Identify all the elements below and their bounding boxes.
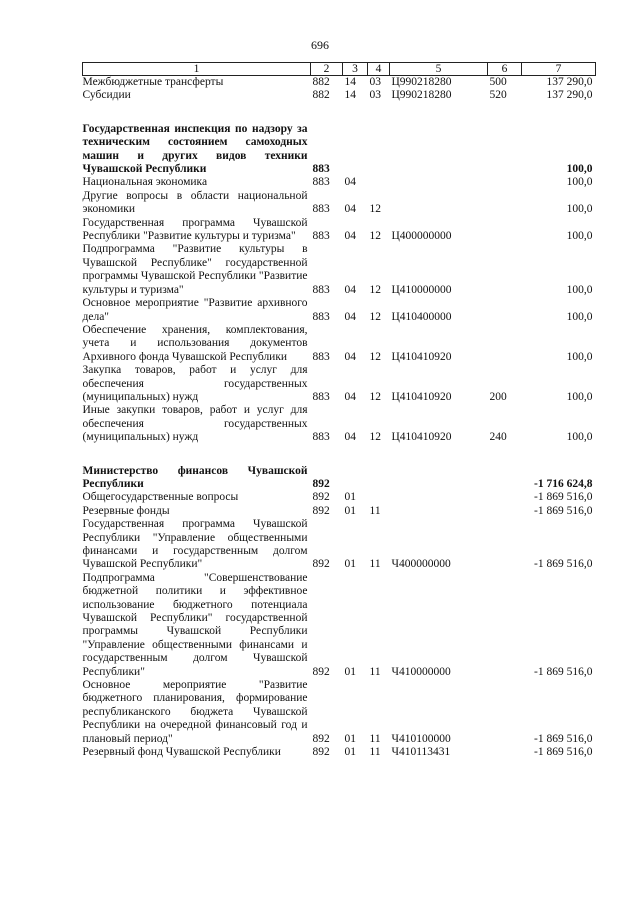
subsection-code: 12 [369, 203, 381, 216]
subsection-code: 11 [369, 504, 381, 517]
amount: 100,0 [566, 431, 593, 444]
row-name: Министерство финансов Чувашской Республики [82, 464, 308, 490]
expense-type-code [488, 190, 522, 217]
table-row [83, 491, 596, 504]
expense-type-code [488, 746, 522, 759]
expense-type-code: 240 [489, 431, 507, 444]
expense-type-code: 520 [489, 89, 507, 102]
table-row [83, 190, 596, 217]
amount: 100,0 [566, 283, 593, 296]
table-row [83, 746, 596, 759]
subsection-code [368, 465, 390, 492]
expense-type-code: 500 [489, 76, 507, 88]
row-name: Иные закупки товаров, работ и услуг для обеспечения государственных (муниципальных) нужд [82, 404, 308, 444]
target-article-code: Ч400000000 [391, 558, 451, 571]
section-code [343, 465, 368, 492]
row-name: Обеспечение хранения, комплектования, учета и использования документов Архивного фонда Чувашской Республики [82, 323, 308, 363]
row-name: Общегосударственные вопросы [82, 491, 239, 504]
amount: 137 290,0 [546, 76, 593, 88]
subsection-code: 12 [369, 350, 381, 363]
row-name: Государственная программа Чувашской Республики "Развитие культуры и туризма" [82, 216, 308, 243]
row-name: Другие вопросы в области национальной экономики [82, 189, 308, 216]
header-row [83, 63, 596, 76]
admin-code: 883 [312, 390, 330, 403]
column-header: 5 [390, 63, 488, 76]
column-header: 4 [368, 63, 390, 76]
expense-type-code [488, 176, 522, 189]
row-name: Подпрограмма "Совершенствование бюджетной политики и эффективное использование бюджетного потенциала Чувашской Республики" государственной программы Чувашской Республики "Управление общественными финансами и государственным долгом Чувашской Республики" [82, 571, 308, 678]
subsection-code: 12 [369, 230, 381, 243]
target-article-code [390, 465, 488, 492]
amount: -1 869 516,0 [534, 504, 593, 517]
table-row-heading [83, 465, 596, 492]
section-code: 04 [344, 203, 356, 216]
table-row-heading [83, 123, 596, 177]
amount: 100,0 [566, 163, 593, 176]
subsection-code: 03 [369, 76, 381, 88]
table-row [83, 89, 596, 102]
table-row [83, 76, 596, 90]
subsection-code [368, 491, 390, 504]
subsection-code: 12 [369, 390, 381, 403]
spacer-cell [83, 445, 596, 465]
section-code: 01 [344, 491, 356, 504]
table-row [83, 404, 596, 444]
amount: 100,0 [566, 390, 593, 403]
row-name: Национальная экономика [82, 176, 208, 189]
admin-code: 892 [312, 491, 330, 504]
section-code: 04 [344, 176, 356, 189]
admin-code: 892 [312, 504, 330, 517]
spacer-row [83, 103, 596, 123]
admin-code: 883 [312, 230, 330, 243]
target-article-code: Ч410000000 [391, 665, 451, 678]
subsection-code: 12 [369, 310, 381, 323]
spacer-cell [83, 103, 596, 123]
admin-code: 892 [312, 746, 330, 759]
section-code: 04 [344, 431, 356, 444]
target-article-code: Ц410410920 [391, 350, 452, 363]
target-article-code [390, 123, 488, 177]
row-name: Государственная инспекция по надзору за техническим состоянием самоходных машин и других видов техники Чувашской Республики [82, 122, 308, 176]
section-code: 14 [344, 76, 356, 88]
amount: 137 290,0 [546, 89, 593, 102]
column-header: 3 [343, 63, 368, 76]
subsection-code: 03 [369, 89, 381, 102]
amount: -1 869 516,0 [534, 558, 593, 571]
target-article-code [390, 176, 488, 189]
target-article-code: Ц990218280 [391, 89, 452, 102]
expense-type-code [488, 572, 522, 679]
column-header: 1 [83, 63, 311, 76]
expense-type-code [488, 491, 522, 504]
amount: 100,0 [566, 310, 593, 323]
subsection-code [368, 176, 390, 189]
target-article-code: Ц410400000 [391, 310, 452, 323]
admin-code: 892 [312, 732, 330, 745]
admin-code: 882 [312, 89, 330, 102]
table-row [83, 572, 596, 679]
subsection-code [368, 123, 390, 177]
subsection-code: 11 [369, 665, 381, 678]
section-code: 04 [344, 283, 356, 296]
section-code [343, 123, 368, 177]
amount: -1 716 624,8 [534, 477, 593, 490]
target-article-code [390, 491, 488, 504]
target-article-code: Ц410410920 [391, 390, 452, 403]
amount: 100,0 [566, 350, 593, 363]
row-name: Резервный фонд Чувашской Республики [82, 746, 281, 759]
table-row [83, 518, 596, 572]
table-row [83, 324, 596, 364]
row-name: Основное мероприятие "Развитие архивного дела" [82, 297, 308, 323]
column-header: 7 [522, 63, 596, 76]
admin-code: 883 [312, 350, 330, 363]
amount: -1 869 516,0 [534, 491, 593, 504]
expense-type-code [488, 505, 522, 518]
admin-code: 883 [312, 431, 330, 444]
amount: 100,0 [566, 176, 593, 189]
column-header: 2 [311, 63, 343, 76]
section-code: 14 [344, 89, 356, 102]
admin-code: 883 [312, 163, 330, 176]
section-code: 01 [344, 732, 356, 745]
budget-table [82, 62, 596, 760]
table-row [83, 679, 596, 746]
table-row [83, 243, 596, 297]
row-name: Государственная программа Чувашской Республики "Управление общественными финансами и государственным долгом Чувашской Республики" [82, 518, 308, 571]
expense-type-code [488, 217, 522, 244]
row-name: Закупка товаров, работ и услуг для обеспечения государственных (муниципальных) нужд [82, 364, 308, 403]
section-code: 04 [344, 230, 356, 243]
subsection-code: 12 [369, 431, 381, 444]
table-row [83, 217, 596, 244]
section-code: 04 [344, 350, 356, 363]
expense-type-code [488, 679, 522, 746]
subsection-code: 12 [369, 283, 381, 296]
column-header: 6 [488, 63, 522, 76]
section-code: 04 [344, 390, 356, 403]
target-article-code: Ц400000000 [391, 230, 452, 243]
admin-code: 883 [312, 283, 330, 296]
target-article-code: Ч410113431 [391, 746, 451, 759]
target-article-code: Ц990218280 [391, 76, 452, 88]
amount: -1 869 516,0 [534, 732, 593, 745]
section-code: 01 [344, 665, 356, 678]
amount: 100,0 [566, 230, 593, 243]
amount: 100,0 [566, 203, 593, 216]
expense-type-code [488, 324, 522, 364]
expense-type-code [488, 518, 522, 572]
table-row [83, 505, 596, 518]
expense-type-code [488, 465, 522, 492]
row-name: Межбюджетные трансферты [82, 76, 224, 88]
section-code: 01 [344, 558, 356, 571]
target-article-code [390, 505, 488, 518]
admin-code: 882 [312, 76, 330, 88]
row-name: Подпрограмма "Развитие культуры в Чувашской Республике" государственной программы Чувашской Республики "Развитие культуры и туризма" [82, 243, 308, 296]
target-article-code: Ц410000000 [391, 283, 452, 296]
target-article-code [390, 190, 488, 217]
section-code: 04 [344, 310, 356, 323]
row-name: Резервные фонды [82, 504, 170, 517]
expense-type-code [488, 297, 522, 324]
amount: -1 869 516,0 [534, 665, 593, 678]
spacer-row [83, 445, 596, 465]
subsection-code: 11 [369, 558, 381, 571]
admin-code: 892 [312, 558, 330, 571]
section-code: 01 [344, 504, 356, 517]
page-number: 696 [311, 38, 329, 52]
subsection-code: 11 [369, 732, 381, 745]
admin-code: 892 [312, 477, 330, 490]
expense-type-code [488, 123, 522, 177]
amount: -1 869 516,0 [534, 746, 593, 759]
subsection-code: 11 [369, 746, 381, 759]
target-article-code: Ц410410920 [391, 431, 452, 444]
admin-code: 883 [312, 203, 330, 216]
row-name: Основное мероприятие "Развитие бюджетного планирования, формирование республиканского бюджета Чувашской Республики на очередной финансовый год и плановый период" [82, 679, 308, 745]
admin-code: 892 [312, 665, 330, 678]
target-article-code: Ч410100000 [391, 732, 451, 745]
admin-code: 883 [312, 310, 330, 323]
table-row [83, 297, 596, 324]
table-row [83, 176, 596, 189]
row-name: Субсидии [82, 89, 131, 102]
expense-type-code: 200 [489, 390, 507, 403]
table-row [83, 364, 596, 404]
admin-code: 883 [312, 176, 330, 189]
expense-type-code [488, 243, 522, 297]
section-code: 01 [344, 746, 356, 759]
